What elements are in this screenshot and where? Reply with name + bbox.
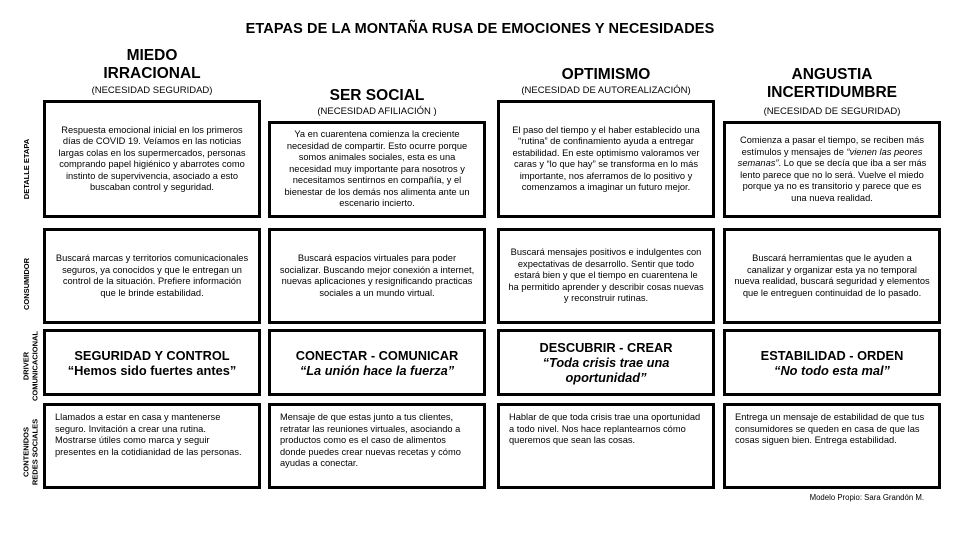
stage-4-title-line2: INCERTIDUMBRE bbox=[766, 84, 898, 101]
stage-1-consumer: Buscará marcas y territorios comunicacionales seguros, ya conocidos y que le entregan un control de la situación. Prefiere información que le brinde estabilidad. bbox=[43, 228, 261, 324]
stage-4-detail-quote: “vienen las peores semanas” bbox=[737, 146, 923, 168]
stage-3-content: Hablar de que toda crisis trae una oportunidad a todo nivel. Nos hace replantearnos cómo queremos que sean las cosas. bbox=[497, 403, 715, 489]
stage-4-detail-a: Comienza a pasar el tiempo, se reciben más estímulos y mensajes de bbox=[740, 135, 924, 157]
row-label-detalle: DETALLE ETAPA bbox=[21, 138, 31, 200]
stage-4-need: (NECESIDAD DE SEGURIDAD) bbox=[763, 106, 901, 117]
stage-1-driver-quote: “Hemos sido fuertes antes” bbox=[67, 362, 237, 378]
stage-3-need: (NECESIDAD DE AUTOREALIZACIÓN) bbox=[521, 85, 691, 96]
stage-4-title-line1: ANGUSTIA bbox=[791, 66, 873, 83]
stage-1-title-line1: MIEDO bbox=[126, 47, 178, 64]
row-label-consumidor: CONSUMIDOR bbox=[21, 257, 31, 311]
stage-4-consumer: Buscará herramientas que le ayuden a canalizar y organizar esta ya no temporal nueva realidad, buscará seguridad y elementos que le entreguen continuidad de lo pasado. bbox=[723, 228, 941, 324]
stage-4-detail-b: . Lo que se decía que iba a ser más lento parece que no lo será. Vuelve el miedo porque ya no es transitorio y parece que es una nueva realidad. bbox=[740, 158, 927, 203]
stage-4-detail-text bbox=[734, 135, 930, 204]
stage-2-driver-quote: “La unión hace la fuerza” bbox=[299, 362, 455, 378]
credit-line: Modelo Propio: Sara Grandón M. bbox=[809, 493, 924, 502]
stage-4-driver-quote: “No todo esta mal” bbox=[774, 362, 890, 378]
stage-3-title: OPTIMISMO bbox=[561, 66, 651, 83]
stage-1-content: Llamados a estar en casa y mantenerse seguro. Invitación a crear una rutina. Mostrarse útiles como marca y seguir presentes en la cotidianidad de las personas. bbox=[43, 403, 261, 489]
stage-3-consumer: Buscará mensajes positivos e indulgentes con expectativas de desarrollo. Sentir que todo estará bien y que el tiempo en cuarentena le ha permitido aprender y describir cosas nuevas y reconstruir rutinas. bbox=[497, 228, 715, 324]
stage-2-need: (NECESIDAD AFILIACIÓN ) bbox=[317, 106, 437, 117]
stage-2-driver-head: CONECTAR - COMUNICAR bbox=[295, 347, 459, 363]
stage-1-need: (NECESIDAD SEGURIDAD) bbox=[91, 85, 213, 96]
row-label-driver-line1: DRIVER bbox=[21, 351, 31, 381]
stage-1-title-line2: IRRACIONAL bbox=[103, 65, 201, 82]
stage-1-driver-head: SEGURIDAD Y CONTROL bbox=[74, 347, 230, 363]
stage-3-driver-head: DESCUBRIR - CREAR bbox=[539, 340, 673, 355]
stage-2-detail: Ya en cuarentena comienza la creciente necesidad de compartir. Esto ocurre porque somos animales sociales, esta es una necesidad muy importante para nosotros y necesitamos sentirnos en compañía, y el bienestar de los demás nos alimenta ante un escenario incierto. bbox=[268, 121, 486, 218]
stage-3-driver-quote: “Toda crisis trae una oportunidad” bbox=[542, 355, 670, 385]
stage-2-consumer: Buscará espacios virtuales para poder socializar. Buscando mejor conexión a internet, nuevas aplicaciones y resignificando practicas sociales a un mundo virtual. bbox=[268, 228, 486, 324]
stage-3-driver bbox=[497, 329, 715, 396]
row-label-driver-line2: COMUNICACIONAL bbox=[30, 331, 39, 401]
stage-2-driver bbox=[268, 329, 486, 396]
stage-3-detail: El paso del tiempo y el haber establecido una “rutina” de confinamiento ayuda a entregar estabilidad. En este optimismo valoramos ver caras y “lo que hay” se transforma en lo más importante, nos aferramos de lo positivo y comenzamos a imaginar un futuro mejor. bbox=[497, 100, 715, 218]
stage-4-driver-head: ESTABILIDAD - ORDEN bbox=[760, 347, 904, 363]
row-label-contenidos-line2: REDES SOCIALES bbox=[30, 418, 39, 486]
row-label-driver bbox=[23, 331, 40, 401]
row-label-contenidos bbox=[23, 419, 40, 485]
page-title: ETAPAS DE LA MONTAÑA RUSA DE EMOCIONES Y NECESIDADES bbox=[245, 21, 715, 37]
row-label-contenidos-line1: CONTENIDOS bbox=[21, 426, 31, 478]
stage-1-driver bbox=[43, 329, 261, 396]
stage-4-driver bbox=[723, 329, 941, 396]
stage-4-content: Entrega un mensaje de estabilidad de que tus consumidores se queden en casa de que las cosas siguen bien. Entrega estabilidad. bbox=[723, 403, 941, 489]
stage-2-title: SER SOCIAL bbox=[329, 87, 425, 104]
stage-1-title bbox=[43, 47, 261, 83]
stage-4-detail bbox=[723, 121, 941, 218]
stage-4-title bbox=[723, 66, 941, 102]
stage-1-detail: Respuesta emocional inicial en los primeros días de COVID 19. Veíamos en las noticias largas colas en los supermercados, personas comprando papel higiénico y abarrotes como instinto de supervivencia, asociado a esto buscaban control y seguridad. bbox=[43, 100, 261, 218]
stage-2-content: Mensaje de que estas junto a tus clientes, retratar las reuniones virtuales, asociando a productos como es el caso de alimentos donde puedes crear nuevas recetas y cómo ayudas a conectar. bbox=[268, 403, 486, 489]
